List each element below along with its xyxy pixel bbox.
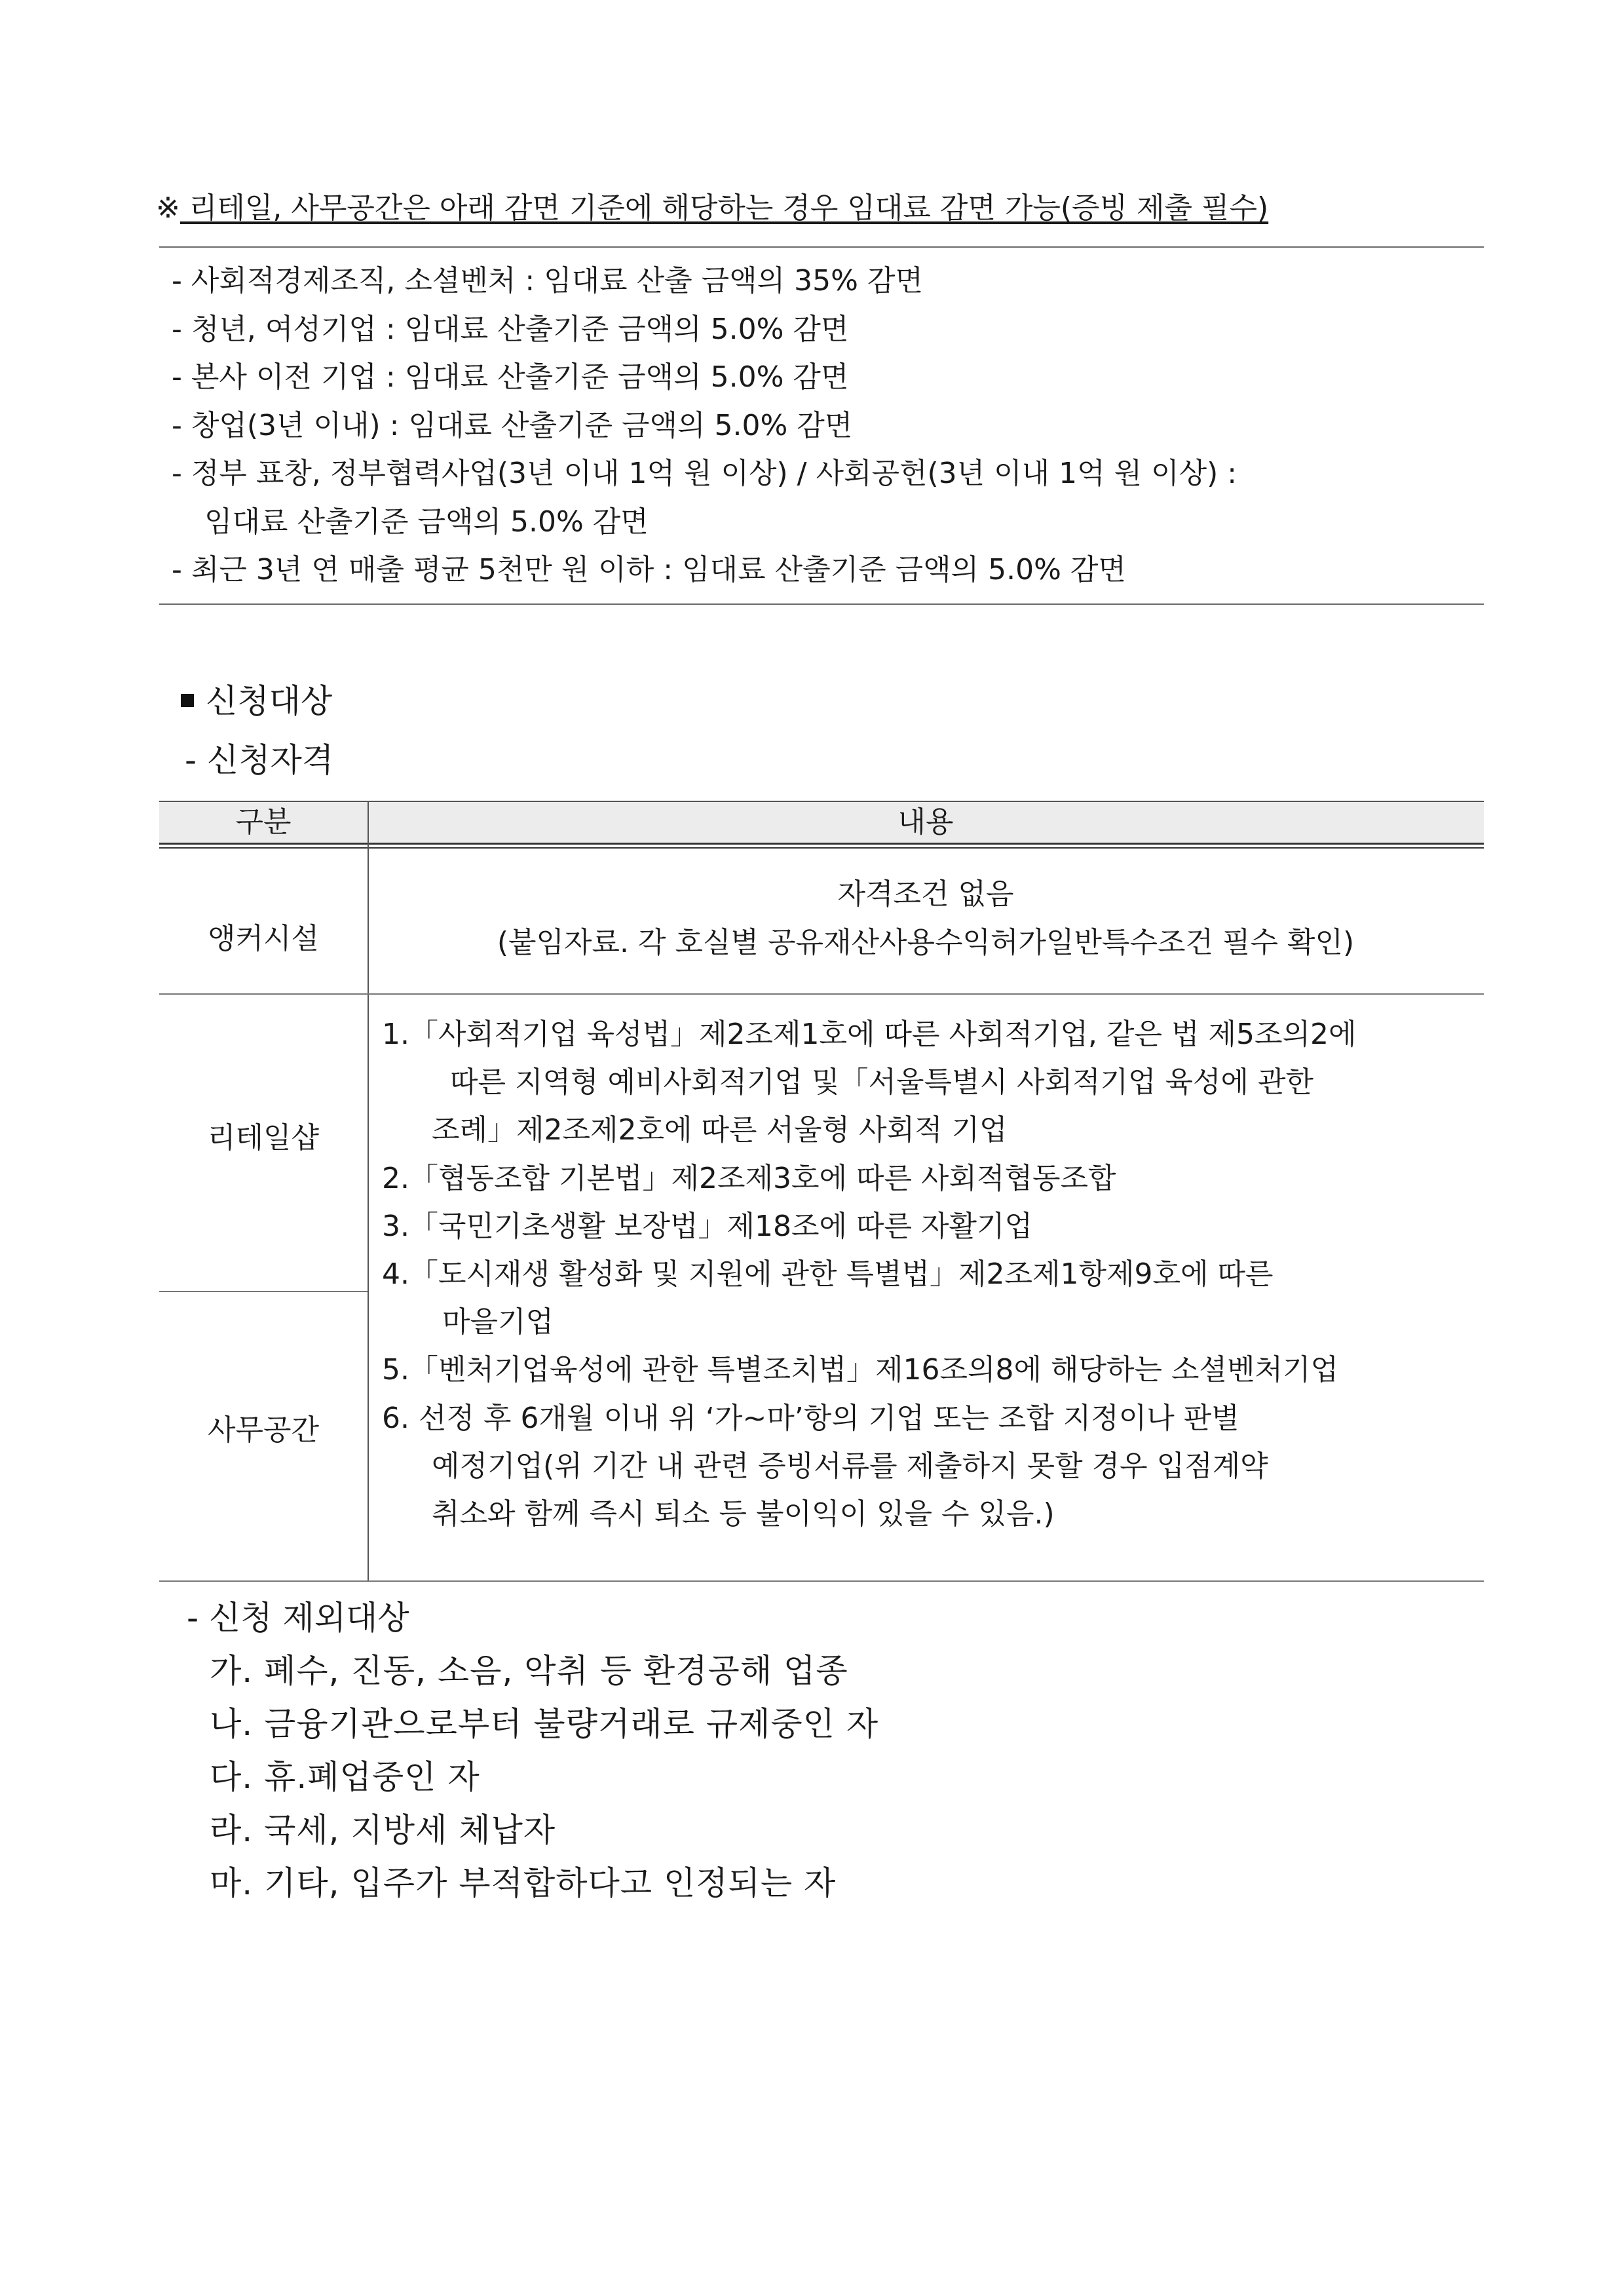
discount-item: - 본사 이전 기업 : 임대료 산출기준 금액의 5.0% 감면 — [172, 360, 849, 394]
section-subtitle: - 신청자격 — [185, 741, 334, 779]
row-divider — [159, 993, 1484, 995]
exclusion-title: - 신청 제외대상 — [187, 1599, 409, 1637]
note-title-text: 리테일, 사무공간은 아래 감면 기준에 해당하는 경우 임대료 감면 가능(증빙 제출 필수) — [179, 191, 1269, 225]
note-title — [156, 190, 1486, 227]
discount-item: - 사회적경제조직, 소셜벤처 : 임대료 산출 금액의 35% 감면 — [172, 264, 923, 297]
header-category: 구분 — [235, 805, 292, 839]
eligibility-content-list — [382, 1010, 1476, 1538]
header-double-rule-top — [159, 843, 1484, 845]
table-bottom-rule — [159, 1580, 1484, 1582]
eligibility-item-continued: 취소와 함께 즉시 퇴소 등 불이익이 있을 수 있음.) — [432, 1497, 1055, 1531]
eligibility-item: 6. 선정 후 6개월 이내 위 ‘가~마’항의 기업 또는 조합 지정이나 판별 — [382, 1401, 1239, 1435]
header-content: 내용 — [897, 805, 954, 839]
discount-item: - 청년, 여성기업 : 임대료 산출기준 금액의 5.0% 감면 — [172, 312, 849, 346]
note-bottom-rule — [159, 603, 1484, 605]
square-bullet-icon — [181, 694, 194, 707]
row-label-retail: 리테일샵 — [207, 1121, 319, 1155]
discount-item: - 창업(3년 이내) : 임대료 산출기준 금액의 5.0% 감면 — [172, 408, 853, 442]
row-divider-partial — [159, 1291, 368, 1292]
note-top-rule — [159, 246, 1484, 248]
row-label-anchor: 앵커시설 — [207, 922, 319, 955]
row-label-office: 사무공간 — [207, 1413, 319, 1447]
anchor-content-line: 자격조건 없음 — [837, 877, 1014, 911]
anchor-content-line: (붙임자료. 각 호실별 공유재산사용수익허가일반특수조건 필수 확인) — [497, 926, 1355, 959]
eligibility-item: 5.「벤처기업육성에 관한 특별조치법」제16조의8에 해당하는 소셜벤처기업 — [382, 1353, 1339, 1387]
exclusion-item: 가. 폐수, 진동, 소음, 악취 등 환경공해 업종 — [210, 1652, 848, 1690]
eligibility-item: 3.「국민기초생활 보장법」제18조에 따른 자활기업 — [382, 1209, 1032, 1243]
header-double-rule-bottom — [159, 847, 1484, 849]
exclusion-section — [187, 1591, 1431, 1910]
eligibility-item-continued: 예정기업(위 기간 내 관련 증빙서류를 제출하지 못할 경우 입점계약 — [432, 1449, 1268, 1483]
eligibility-item-continued: 따른 지역형 예비사회적기업 및「서울특별시 사회적기업 육성에 관한 — [450, 1065, 1314, 1100]
discount-item-continued: 임대료 산출기준 금액의 5.0% 감면 — [204, 505, 649, 539]
eligibility-item: 1.「사회적기업 육성법」제2조제1호에 따른 사회적기업, 같은 법 제5조의2에 — [382, 1018, 1357, 1051]
eligibility-item-continued: 마을기업 — [442, 1305, 554, 1339]
section-title: 신청대상 — [206, 682, 333, 720]
eligibility-item: 2.「협동조합 기본법」제2조제3호에 따른 사회적협동조합 — [382, 1161, 1116, 1195]
discount-item: - 정부 표창, 정부협력사업(3년 이내 1억 원 이상) / 사회공헌(3년 이내 1억 원 이상) : — [172, 457, 1237, 490]
exclusion-item: 나. 금융기관으로부터 불량거래로 규제중인 자 — [210, 1705, 879, 1743]
eligibility-table — [159, 801, 1484, 1582]
eligibility-item-continued: 조례」제2조제2호에 따른 서울형 사회적 기업 — [432, 1113, 1008, 1147]
eligibility-item: 4.「도시재생 활성화 및 지원에 관한 특별법」제2조제1항제9호에 따른 — [382, 1257, 1274, 1292]
reference-mark: ※ — [156, 191, 180, 225]
discount-item: - 최근 3년 연 매출 평균 5천만 원 이하 : 임대료 산출기준 금액의 5.0% 감면 — [172, 553, 1126, 586]
section-heading — [181, 678, 332, 724]
exclusion-item: 마. 기타, 입주가 부적합하다고 인정되는 자 — [210, 1864, 837, 1902]
discount-criteria-list — [172, 257, 1482, 594]
exclusion-item: 라. 국세, 지방세 체납자 — [210, 1811, 556, 1849]
exclusion-item: 다. 휴.폐업중인 자 — [210, 1758, 480, 1796]
